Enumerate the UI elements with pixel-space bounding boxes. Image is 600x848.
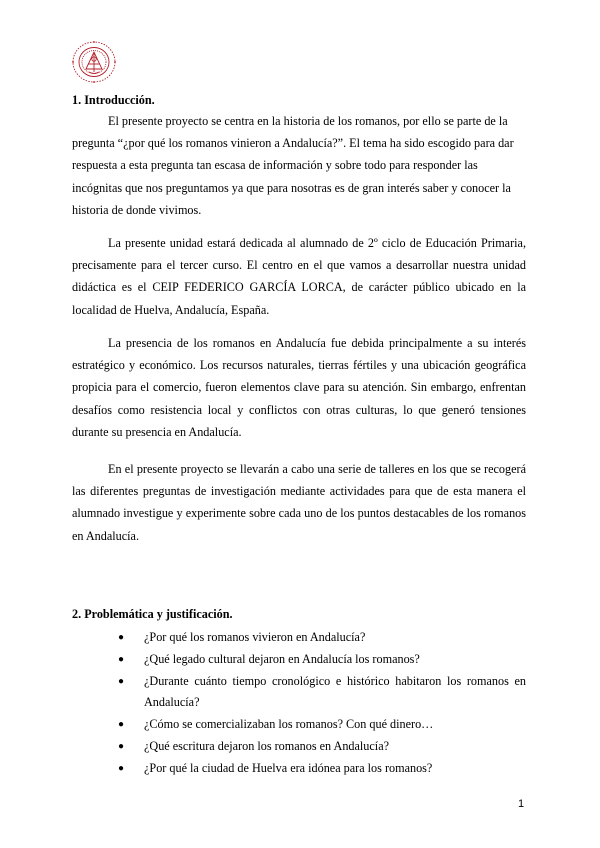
research-questions-list [72,627,526,780]
intro-paragraph-4: En el presente proyecto se llevarán a cabo una serie de talleres en los que se recogerá las diferentes preguntas de investigación mediante actividades para que de esta manera el alumnado investigue y experimente sobre cada uno de los puntos destacables de los romanos en Andalucía. [72,462,526,543]
list-item: ● ¿Por qué la ciudad de Huelva era idónea para los romanos? [72,758,526,780]
intro-paragraph-2: La presente unidad estará dedicada al alumnado de 2º ciclo de Educación Primaria, precisamente para el tercer curso. El centro en el que vamos a desarrollar nuestra unidad didáctica es el CEIP FEDERICO GARCÍA LORCA, de carácter público ubicado en la localidad de Huelva, Andalucía, España. [72,236,526,317]
bullet-icon: ● [118,719,125,731]
list-item: ● ¿Cómo se comercializaban los romanos? Con qué dinero… [72,714,526,736]
list-item: ● ¿Qué escritura dejaron los romanos en Andalucía? [72,736,526,758]
bullet-icon: ● [118,762,125,774]
school-seal-icon [64,38,124,86]
list-item: ● ¿Por qué los romanos vivieron en Andalucía? [72,627,526,649]
page-number: 1 [518,798,525,810]
bullet-icon: ● [118,740,125,752]
intro-paragraph-1: El presente proyecto se centra en la historia de los romanos, por ello se parte de la pregunta “¿por qué los romanos vinieron a Andalucía?”. El tema ha sido escogido para dar respuesta a esta pregunta tan escasa de información y sobre todo para responder las incógnitas que nos preguntamos ya que para nosotras es de gran interés saber y conocer la historia de donde vivimos. [72,114,514,217]
bullet-icon: ● [118,653,125,665]
section-heading-problematica: 2. Problemática y justificación. [72,607,233,621]
section-heading-introduccion: 1. Introducción. [72,93,155,107]
bullet-icon: ● [118,632,125,643]
intro-paragraph-3: La presencia de los romanos en Andalucía fue debida principalmente a su interés estratégico y económico. Los recursos naturales, tierras fértiles y una ubicación geográfica propicia para el comercio, fueron elementos clave para su atención. Sin embargo, enfrentan desafíos como resistencia local y conflictos con otras culturas, lo que generó tensiones durante su presencia en Andalucía. [72,336,526,439]
list-item: ● ¿Qué legado cultural dejaron en Andalucía los romanos? [72,649,526,671]
bullet-icon: ● [118,675,125,687]
list-item: ● ¿Durante cuánto tiempo cronológico e histórico habitaron los romanos en Andalucía? [72,671,526,715]
